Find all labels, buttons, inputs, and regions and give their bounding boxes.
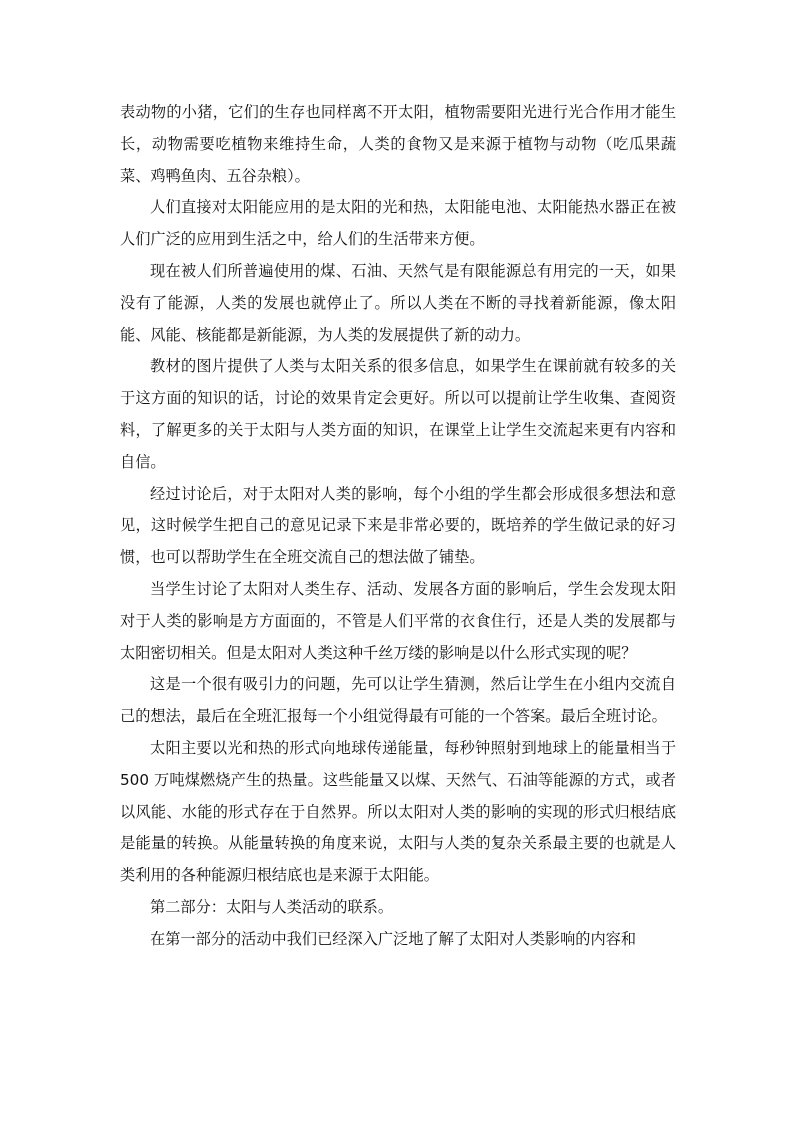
paragraph-3: 现在被人们所普遍使用的煤、石油、天然气是有限能源总有用完的一天，如果没有了能源，人类的发展也就停止了。所以人类在不断的寻找着新能源，像太阳能、风能、核能都是新能源，为人类的发展提供了新的动力。 xyxy=(120,261,676,344)
document-body xyxy=(120,97,676,956)
paragraph-2: 人们直接对太阳能应用的是太阳的光和热，太阳能电池、太阳能热水器正在被人们广泛的应用到生活之中，给人们的生活带来方便。 xyxy=(120,198,676,249)
paragraph-6: 当学生讨论了太阳对人类生存、活动、发展各方面的影响后，学生会发现太阳对于人类的影响是方方面面的，不管是人们平常的衣食住行，还是人类的发展都与太阳密切相关。但是太阳对人类这种千丝万缕的影响是以什么形式实现的呢？ xyxy=(120,579,676,662)
paragraph-10: 在第一部分的活动中我们已经深入广泛地了解了太阳对人类影响的内容和 xyxy=(150,929,636,948)
paragraph-5: 经过讨论后，对于太阳对人类的影响，每个小组的学生都会形成很多想法和意见，这时候学生把自己的意见记录下来是非常必要的，既培养的学生做记录的好习惯，也可以帮助学生在全班交流自己的想法做了铺垫。 xyxy=(120,484,676,567)
section-heading: 第二部分：太阳与人类活动的联系。 xyxy=(150,897,393,916)
paragraph-7: 这是一个很有吸引力的问题，先可以让学生猜测，然后让学生在小组内交流自己的想法，最后在全班汇报每一个小组觉得最有可能的一个答案。最后全班讨论。 xyxy=(120,675,676,726)
paragraph-1: 表动物的小猪，它们的生存也同样离不开太阳，植物需要阳光进行光合作用才能生长，动物需要吃植物来维持生命，人类的食物又是来源于植物与动物（吃瓜果蔬菜、鸡鸭鱼肉、五谷杂粮）。 xyxy=(120,103,676,185)
paragraph-8: 太阳主要以光和热的形式向地球传递能量，每秒钟照射到地球上的能量相当于 500 万吨煤燃烧产生的热量。这些能量又以煤、天然气、石油等能源的方式，或者以风能、水能的形式存在于自然界。所以太阳对人类的影响的实现的形式归根结底是能量的转换。从能量转换的角度来说，太阳与人类的复杂关系最主要的也就是人类利用的各种能源归根结底也是来源于太阳能。 xyxy=(120,738,676,885)
paragraph-4: 教材的图片提供了人类与太阳关系的很多信息，如果学生在课前就有较多的关于这方面的知识的话，讨论的效果肯定会更好。所以可以提前让学生收集、查阅资料，了解更多的关于太阳与人类方面的知识，在课堂上让学生交流起来更有内容和自信。 xyxy=(120,357,676,471)
